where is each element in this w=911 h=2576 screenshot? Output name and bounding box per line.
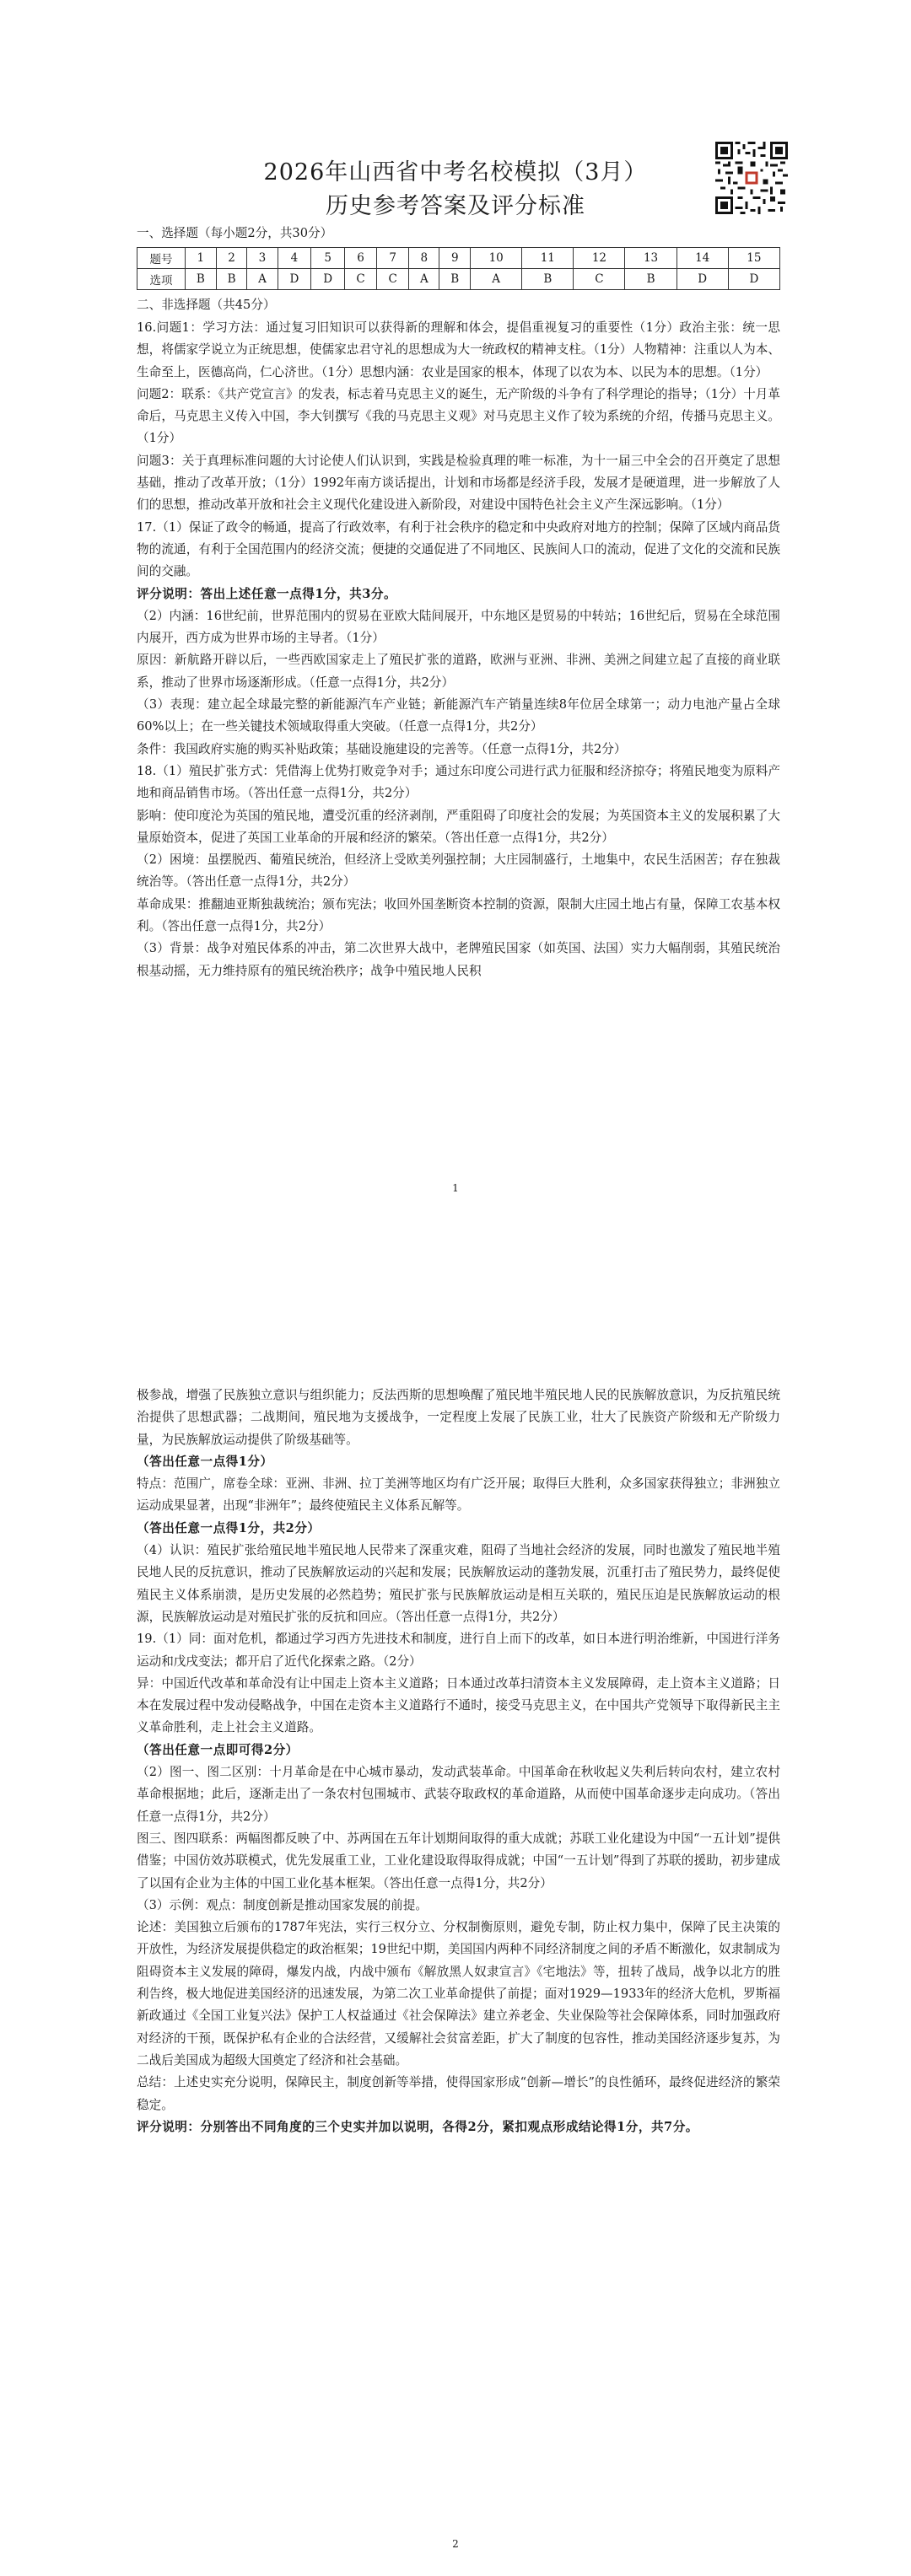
answer-paragraph: 革命成果：推翻迪亚斯独裁统治；颁布宪法；收回外国垄断资本控制的资源，限制大庄园土地占有量，保障工农基本权利。（答出任意一点得1分，共2分） (137, 896, 780, 934)
answer-paragraph: （4）认识：殖民扩张给殖民地半殖民地人民带来了深重灾难，阻碍了当地社会经济的发展，同时也激发了殖民地半殖民地人民的反抗意识，推动了民族解放运动的兴起和发展；民族解放运动的蓬勃发展，沉重打击了殖民势力，最终促使殖民主义体系崩溃，是历史发展的必然趋势；殖民扩张与民族解放运动是相互关联的，殖民压迫是民族解放运动的根源，民族解放运动是对殖民扩张的反抗和回应。（答出任意一点得1分，共2分） (137, 1543, 780, 1624)
answer-paragraph: （2）内涵：16世纪前，世界范围内的贸易在亚欧大陆间展开，中东地区是贸易的中转站；16世纪后，贸易在全球范围内展开，西方成为世界市场的主导者。（1分） (137, 608, 780, 646)
table-row-numbers (137, 248, 780, 269)
answer-paragraph: 图三、图四联系：两幅图都反映了中、苏两国在五年计划期间取得的重大成就；苏联工业化建设为中国“一五计划”提供借鉴；中国仿效苏联模式，优先发展重工业，工业化建设取得取得成就；中国“一五计划”得到了苏联的援助，初步建成了以国有企业为主体的中国工业化基本框架。（答出任意一点得1分，共2分） (137, 1831, 780, 1890)
answer-paragraph: 特点：范围广，席卷全球：亚洲、非洲、拉丁美洲等地区均有广泛开展；取得巨大胜利，众多国家获得独立；非洲独立运动成果显著，出现“非洲年”；最终使殖民主义体系瓦解等。 (137, 1476, 780, 1514)
answer-paragraph: （2）困境：虽摆脱西、葡殖民统治，但经济上受欧美列强控制；大庄园制盛行，土地集中，农民生活困苦；存在独裁统治等。（答出任意一点得1分，共2分） (137, 852, 780, 890)
question-number: 13 (625, 248, 677, 269)
answer-option: A (409, 269, 439, 290)
answer-option: C (574, 269, 625, 290)
section-2-heading: 二、非选择题（共45分） (137, 298, 276, 312)
scoring-note: 评分说明：答出上述任意一点得1分，共3分。 (137, 586, 397, 601)
question-number: 5 (311, 248, 345, 269)
page-number: 1 (452, 1182, 459, 1194)
answer-paragraph: 17.（1）保证了政令的畅通，提高了行政效率，有利于社会秩序的稳定和中央政府对地方的控制；保障了区域内商品货物的流通，有利于全国范围内的经济交流；便捷的交通促进了不同地区、民族间人口的流动，促进了文化的交流和民族间的交融。 (137, 519, 780, 579)
answer-paragraph: 总结：上述史实充分说明，保障民主，制度创新等举措，使得国家形成“创新—增长”的良性循环，最终促进经济的繁荣稳定。 (137, 2075, 780, 2112)
answer-paragraph: 问题2：联系：《共产党宣言》的发表，标志着马克思主义的诞生，无产阶级的斗争有了科学理论的指导；（1分）十月革命后，马克思主义传入中国，李大钊撰写《我的马克思主义观》对马克思主义作了较为系统的介绍，传播马克思主义。（1分） (137, 386, 780, 446)
answer-paragraph: 16.问题1：学习方法：通过复习旧知识可以获得新的理解和体会，提倡重视复习的重要性（1分）政治主张：统一思想，将儒家学说立为正统思想，使儒家忠君守礼的思想成为大一统政权的精神支柱。（1分）人物精神：注重以人为本、生命至上，医德高尚，仁心济世。（1分）思想内涵：农业是国家的根本，体现了以农为本、以民为本的思想。（1分） (137, 320, 780, 379)
page-2 (0, 1315, 911, 2576)
answer-option: B (216, 269, 247, 290)
answer-paragraph: 问题3：关于真理标准问题的大讨论使人们认识到，实践是检验真理的唯一标准，为十一届三中全会的召开奠定了思想基础，推动了改革开放；（1分）1992年南方谈话提出，计划和市场都是经济手段，发展才是硬道理，进一步解放了人们的思想，推动改革开放和社会主义现代化建设进入新阶段，对建设中国特色社会主义产生深远影响。（1分） (137, 453, 780, 513)
answer-option: A (247, 269, 278, 290)
question-number: 3 (247, 248, 278, 269)
table-row-label: 题号 (137, 248, 186, 269)
answer-paragraph: 极参战，增强了民族独立意识与组织能力；反法西斯的思想唤醒了殖民地半殖民地人民的民族解放意识，为反抗殖民统治提供了思想武器；二战期间，殖民地为支援战争，一定程度上发展了民族工业，壮大了民族资产阶级和无产阶级力量，为民族解放运动提供了阶级基础等。 (137, 1388, 780, 1447)
page-gap (0, 1282, 911, 1315)
answer-paragraph: 原因：新航路开辟以后，一些西欧国家走上了殖民扩张的道路，欧洲与亚洲、非洲、美洲之间建立起了直接的商业联系，推动了世界市场逐渐形成。（任意一点得1分，共2分） (137, 653, 780, 690)
question-number: 14 (677, 248, 728, 269)
table-row-answers (137, 269, 780, 290)
document-subtitle: 历史参考答案及评分标准 (326, 193, 585, 219)
answer-paragraph: 异：中国近代改革和革命没有让中国走上资本主义道路；日本通过改革扫清资本主义发展障碍，走上资本主义道路；日本在发展过程中发动侵略战争，中国在走资本主义道路行不通时，接受马克思主义，在中国共产党领导下取得新民主主义革命胜利，走上社会主义道路。 (137, 1675, 780, 1735)
question-number: 9 (439, 248, 471, 269)
table-row-label: 选项 (137, 269, 186, 290)
page-2-body (137, 1385, 780, 2138)
page-number: 2 (452, 2538, 459, 2550)
scoring-note: （答出任意一点得1分） (137, 1454, 273, 1469)
question-number: 15 (728, 248, 779, 269)
answer-option: D (311, 269, 345, 290)
answer-option: B (439, 269, 471, 290)
answer-paragraph: 影响：使印度沦为英国的殖民地，遭受沉重的经济剥削，严重阻碍了印度社会的发展；为英国资本主义的发展积累了大量原始资本，促进了英国工业革命的开展和经济的繁荣。（答出任意一点得1分，共2分） (137, 808, 780, 845)
answer-option: C (377, 269, 409, 290)
answer-paragraph: 18.（1）殖民扩张方式：凭借海上优势打败竞争对手；通过东印度公司进行武力征服和经济掠夺；将殖民地变为原料产地和商品销售市场。（答出任意一点得1分，共2分） (137, 763, 780, 801)
page-1-body (137, 317, 780, 982)
answer-option: B (625, 269, 677, 290)
section-1-heading: 一、选择题（每小题2分，共30分） (137, 226, 333, 240)
answer-table (137, 247, 780, 290)
answer-option: C (345, 269, 377, 290)
answer-option: D (278, 269, 311, 290)
answer-option: B (522, 269, 574, 290)
answer-paragraph: （3）表现：建立起全球最完整的新能源汽车产业链；新能源汽车产销量连续8年位居全球第一；动力电池产量占全球60%以上；在一些关键技术领域取得重大突破。（任意一点得1分，共2分） (137, 697, 780, 734)
question-number: 7 (377, 248, 409, 269)
answer-option: A (471, 269, 522, 290)
question-number: 8 (409, 248, 439, 269)
question-number: 11 (522, 248, 574, 269)
question-number: 1 (186, 248, 217, 269)
answer-paragraph: 19.（1）同：面对危机，都通过学习西方先进技术和制度，进行自上而下的改革，如日本进行明治维新，中国进行洋务运动和戊戌变法；都开启了近代化探索之路。（2分） (137, 1632, 780, 1669)
answer-paragraph: 条件：我国政府实施的购买补贴政策；基础设施建设的完善等。（任意一点得1分，共2分） (137, 741, 627, 756)
scoring-note: （答出任意一点即可得2分） (137, 1742, 299, 1757)
question-number: 12 (574, 248, 625, 269)
answer-paragraph: （3）背景：战争对殖民体系的冲击，第二次世界大战中，老牌殖民国家（如英国、法国）实力大幅削弱，其殖民统治根基动摇，无力维持原有的殖民统治秩序；战争中殖民地人民积 (137, 941, 780, 978)
document-title: 2026年山西省中考名校模拟（3月） (263, 159, 648, 186)
answer-option: D (677, 269, 728, 290)
scoring-note: 评分说明：分别答出不同角度的三个史实并加以说明，各得2分，紧扣观点形成结论得1分，共7分。 (137, 2119, 698, 2134)
answer-option: D (728, 269, 779, 290)
answer-paragraph: （3）示例：观点：制度创新是推动国家发展的前提。 (137, 1897, 428, 1912)
question-number: 6 (345, 248, 377, 269)
question-number: 2 (216, 248, 247, 269)
answer-paragraph: （2）图一、图二区别：十月革命是在中心城市暴动，发动武装革命。中国革命在秋收起义失利后转向农村，建立农村革命根据地；此后，逐渐走出了一条农村包围城市、武装夺取政权的革命道路，从而使中国革命逐步走向成功。（答出任意一点得1分，共2分） (137, 1765, 780, 1824)
qr-code-icon (715, 142, 788, 214)
question-number: 4 (278, 248, 311, 269)
answer-paragraph: 论述：美国独立后颁布的1787年宪法，实行三权分立、分权制衡原则，避免专制，防止权力集中，保障了民主决策的开放性，为经济发展提供稳定的政治框架；19世纪中期，美国国内两种不同经济制度之间的矛盾不断激化，奴隶制成为阻碍资本主义发展的障碍，爆发内战，内战中颁布《解放黑人奴隶宣言》《宅地法》等，扭转了战局，战争以北方的胜利告终，极大地促进美国经济的迅速发展，为第二次工业革命提供了前提；面对1929—1933年的经济大危机，罗斯福新政通过《全国工业复兴法》保护工人权益通过《社会保障法》建立养老金、失业保险等社会保障体系，同时加强政府对经济的干预，既保护私有企业的合法经营，又缓解社会贫富差距，扩大了制度的包容性，推动美国经济逐步复苏，为二战后美国成为超级大国奠定了经济和社会基础。 (137, 1920, 780, 2068)
scoring-note: （答出任意一点得1分，共2分） (137, 1520, 321, 1535)
question-number: 10 (471, 248, 522, 269)
page-1 (0, 0, 911, 1282)
answer-option: B (186, 269, 217, 290)
